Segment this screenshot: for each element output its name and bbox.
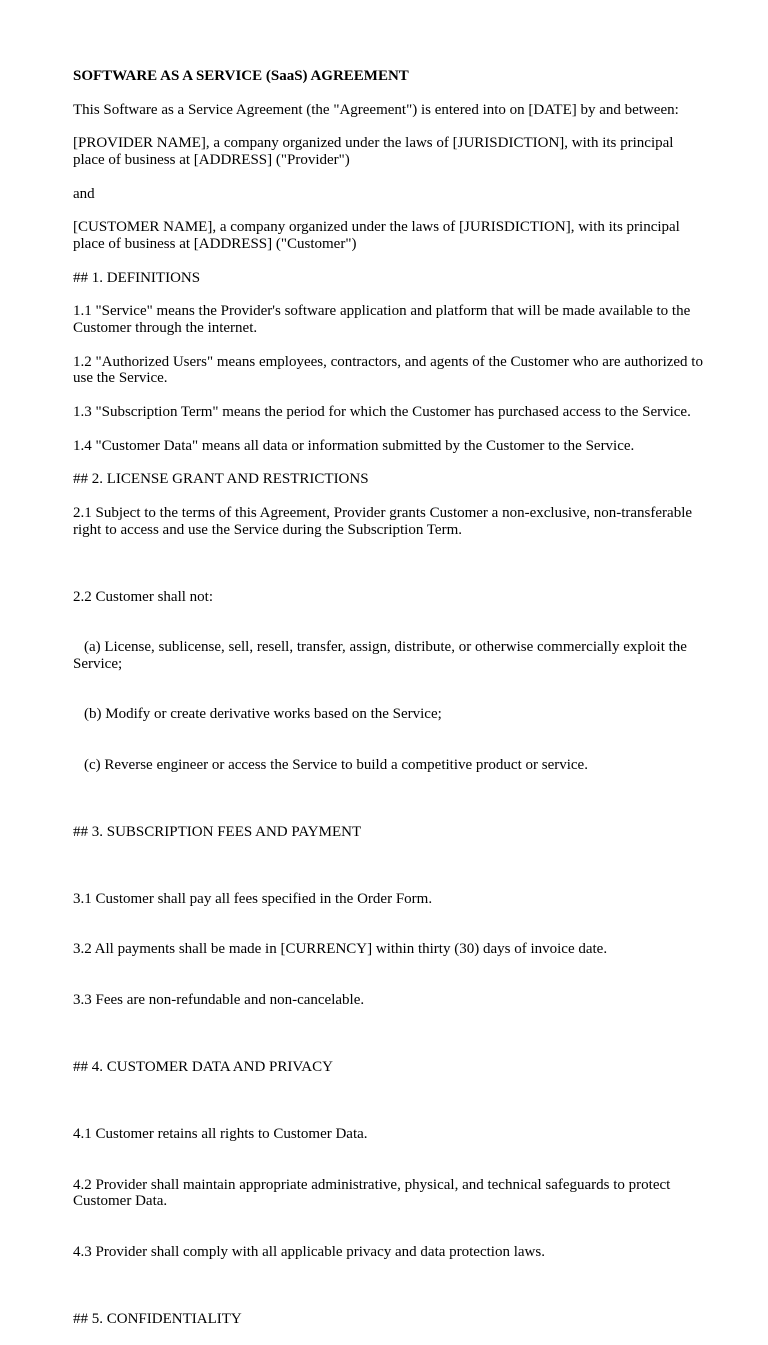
clause-3-1: 3.1 Customer shall pay all fees specified in the Order Form. — [73, 891, 433, 908]
agreement-document — [73, 68, 707, 1345]
section-heading-definitions: ## 1. DEFINITIONS — [73, 269, 201, 286]
clause-1-3: 1.3 "Subscription Term" means the period for which the Customer has purchased access to the Service. — [73, 403, 691, 420]
customer-party-paragraph: [CUSTOMER NAME], a company organized under the laws of [JURISDICTION], with its principal place of business at [ADDRESS] ("Customer") — [73, 219, 684, 252]
clause-4-3: 4.3 Provider shall comply with all applicable privacy and data protection laws. — [73, 1243, 545, 1260]
document-title: SOFTWARE AS A SERVICE (SaaS) AGREEMENT — [73, 68, 409, 84]
intro-paragraph: This Software as a Service Agreement (the "Agreement") is entered into on [DATE] by and between: — [73, 101, 679, 118]
provider-party-paragraph: [PROVIDER NAME], a company organized under the laws of [JURISDICTION], with its principal place of business at [ADDRESS] ("Provider") — [73, 135, 678, 168]
conjunction-and: and — [73, 185, 95, 202]
clause-2-2-intro: 2.2 Customer shall not: — [73, 588, 213, 605]
clause-2-2-b-text: (b) Modify or create derivative works based on the Service; — [84, 706, 442, 723]
clause-4-2: 4.2 Provider shall maintain appropriate administrative, physical, and technical safeguards to protect Customer Data. — [73, 1176, 675, 1210]
clause-3-3: 3.3 Fees are non-refundable and non-cancelable. — [73, 991, 365, 1008]
section-heading-data-privacy: ## 4. CUSTOMER DATA AND PRIVACY — [73, 1059, 333, 1076]
section-heading-fees: ## 3. SUBSCRIPTION FEES AND PAYMENT — [73, 823, 362, 840]
clause-4-1: 4.1 Customer retains all rights to Customer Data. — [73, 1126, 368, 1143]
clause-1-2: 1.2 "Authorized Users" means employees, contractors, and agents of the Customer who are authorized to use the Service. — [73, 353, 707, 387]
clause-1-1: 1.1 "Service" means the Provider's software application and platform that will be made available to the Customer through the internet. — [73, 303, 695, 336]
clause-2-2-a — [73, 639, 703, 673]
section-heading-confidentiality: ## 5. CONFIDENTIALITY — [73, 1310, 242, 1327]
clause-2-2-a-text: (a) License, sublicense, sell, resell, transfer, assign, distribute, or otherwise commercially exploit the Service; — [73, 639, 691, 672]
clause-2-2-b — [73, 706, 703, 723]
clause-2-2-c-text: (c) Reverse engineer or access the Service to build a competitive product or service. — [84, 756, 588, 773]
clause-3-2: 3.2 All payments shall be made in [CURRENCY] within thirty (30) days of invoice date. — [73, 941, 608, 958]
clause-2-2-c — [73, 757, 703, 774]
data-privacy-clauses-block — [73, 1093, 703, 1295]
clause-2-1: 2.1 Subject to the terms of this Agreement, Provider grants Customer a non-exclusive, non-transferable right to access and use the Service during the Subscription Term. — [73, 504, 696, 538]
clause-1-4: 1.4 "Customer Data" means all data or information submitted by the Customer to the Service. — [73, 437, 635, 454]
clause-2-2-block — [73, 555, 703, 807]
section-heading-license: ## 2. LICENSE GRANT AND RESTRICTIONS — [73, 471, 369, 488]
fees-clauses-block — [73, 857, 703, 1042]
